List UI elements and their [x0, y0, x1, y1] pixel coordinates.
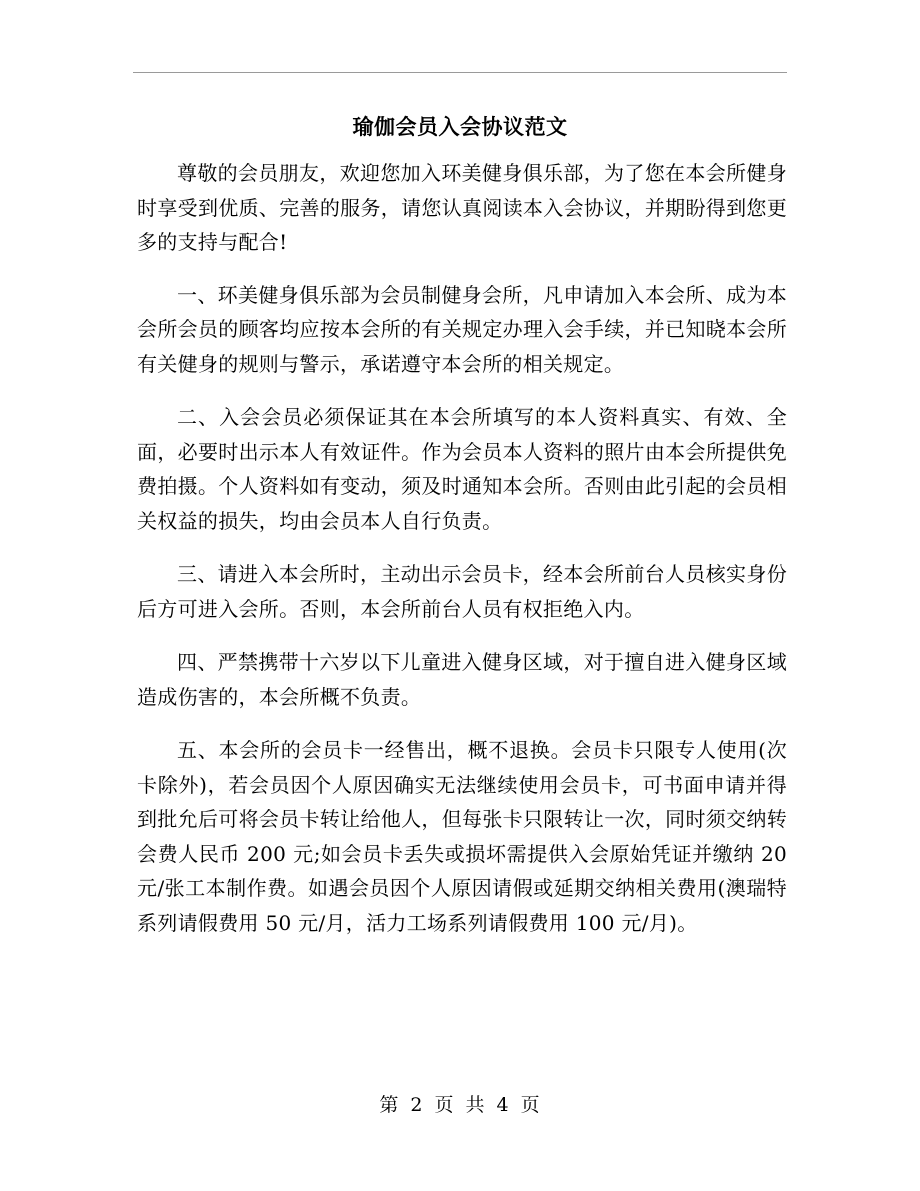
document-title: 瑜伽会员入会协议范文	[352, 114, 568, 139]
paragraph-clause-2: 二、入会会员必须保证其在本会所填写的本人资料真实、有效、全面，必要时出示本人有效证件。作为会员本人资料的照片由本会所提供免费拍摄。个人资料如有变动，须及时通知本会所。否则由此引起的会员相关权益的损失，均由会员本人自行负责。	[137, 405, 787, 533]
document-body	[137, 156, 787, 959]
paragraph-clause-3: 三、请进入本会所时，主动出示会员卡，经本会所前台人员核实身份后方可进入会所。否则，本会所前台人员有权拒绝入内。	[137, 562, 787, 621]
page-number-footer: 第 2 页 共 4 页	[379, 1094, 541, 1116]
paragraph-clause-4: 四、严禁携带十六岁以下儿童进入健身区域，对于擅自进入健身区域造成伤害的，本会所概不负责。	[137, 650, 787, 709]
paragraph-clause-1: 一、环美健身俱乐部为会员制健身会所，凡申请加入本会所、成为本会所会员的顾客均应按本会所的有关规定办理入会手续，并已知晓本会所有关健身的规则与警示，承诺遵守本会所的相关规定。	[137, 282, 787, 376]
header-rule	[133, 72, 787, 73]
paragraph-intro: 尊敬的会员朋友，欢迎您加入环美健身俱乐部，为了您在本会所健身时享受到优质、完善的服务，请您认真阅读本入会协议，并期盼得到您更多的支持与配合!	[137, 161, 787, 254]
paragraph-clause-5: 五、本会所的会员卡一经售出，概不退换。会员卡只限专人使用(次卡除外)，若会员因个人原因确实无法继续使用会员卡，可书面申请并得到批允后可将会员卡转让给他人，但每张卡只限转让一次，同时须交纳转会费人民币 200 元;如会员卡丢失或损坏需提供入会原始凭证并缴纳 20 元/张工本制作费。如遇会员因个人原因请假或延期交纳相关费用(澳瑞特系列请假费用 50 元/月，活力工场系列请假费用 100 元/月)。	[137, 738, 787, 935]
